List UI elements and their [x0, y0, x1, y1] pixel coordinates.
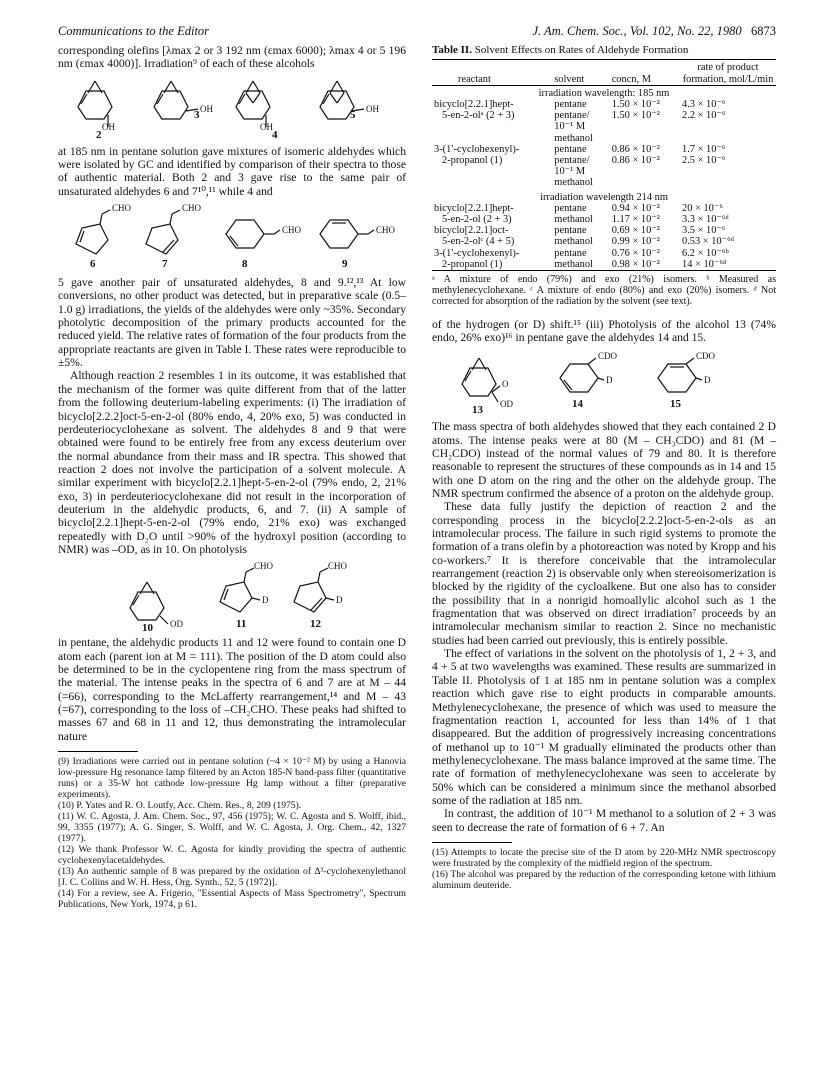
compound-label: 7 [162, 258, 168, 271]
table-cell [610, 177, 680, 188]
table-caption [432, 44, 776, 57]
aldehyde-structures [58, 202, 406, 272]
table-cell: methanol [554, 213, 593, 225]
figure-aldehydes-6-9 [58, 202, 406, 272]
table-row [432, 121, 776, 132]
table-cell: methanol [554, 258, 593, 270]
table-cell: bicyclo[2.2.1]hept- [434, 202, 514, 214]
footnote: (15) Attempts to locate the precise site of the D atom by 220-MHz NMR spectroscopy were frustrated by the complexity of the midfield region of the spectrum. [432, 846, 776, 869]
column-header: concn, M [611, 73, 651, 85]
table-section-label: irradiation wavelength: 185 nm [538, 87, 670, 99]
cho-label: CHO [182, 203, 202, 214]
cdo-label: CDO [696, 351, 716, 362]
paragraph: of the hydrogen (or D) shift.¹⁵ (iii) Photolysis of the alcohol 13 (74% endo, 26% exo)¹⁶ in pentane gave the aldehydes 14 and 15. [432, 317, 776, 344]
footnote-rule [432, 842, 512, 843]
table-cell: 2-propanol (1) [442, 258, 503, 270]
table-cell: bicyclo[2.2.1]hept- [434, 98, 514, 110]
paragraph: Although reaction 2 resembles 1 in its outcome, it was established that the mechanism of the former was quite different from that of the latter from the following deuterium-labeling experiments: (i) The irradiation of bicyclo[2.2.2]oct-5-en-2-ol (80% endo, 4, 20% exo, 5) was conducted in perdeuteriocyclohexane as solvent. The aldehydes 8 and 9 that were obtained were found to be entirely free from any excess deuterium over the normal abundance from their mass and IR spectra. This showed that reaction 2 does not involve the participation of a solvent molecule. A similar experiment with bicyclo[2.2.1]hept-5-en-2-ol (79% endo, 2, 21% exo, 3) in perdeuteriocyclohexane did not result in the incorporation of deuterium in the aldehydic products, 6, and 7. (ii) A sample of bicyclo[2.2.1]hept-5-en-2-ol (79% endo, 21% exo) was exchanged repeatedly with D₂O until >90% of the hydroxyl position (according to NMR) was –OD, as in 10. On photolysis [58, 369, 406, 556]
table-cell: 6.2 × 10⁻⁶ᵇ [682, 247, 729, 259]
table-cell: 3.5 × 10⁻⁶ [682, 225, 726, 237]
table-cell [680, 133, 776, 144]
table-cell: 0.76 × 10⁻² [611, 247, 660, 259]
compound-label: 8 [242, 258, 248, 271]
oh-label: OH [366, 103, 379, 114]
table-cell: 10⁻¹ M [554, 121, 586, 133]
footnote: (16) The alcohol was prepared by the reduction of the corresponding ketone with lithium aluminum deuteride. [432, 868, 776, 891]
table-cell: 5-en-2-olᵃ (2 + 3) [442, 110, 515, 122]
footnote: (13) An authentic sample of 8 was prepared by the oxidation of Δ³-cyclohexenylethanol [J. C. Collins and W. H. Hess, Org. Synth., 52, 5 (1972)]. [58, 866, 406, 889]
compound-label: 2 [96, 128, 102, 141]
table-row [432, 177, 776, 188]
table-cell: bicyclo[2.2.1]oct- [434, 225, 509, 237]
footnote: (11) W. C. Agosta, J. Am. Chem. Soc., 97, 456 (1975); W. C. Agosta and S. Wolff, ibid., 99, 3355 (1977); A. G. Singer, S. Wolff, and W. C. Agosta, J. Org. Chem., 42, 1327 (1977). [58, 811, 406, 845]
table-cell: 1.50 × 10⁻² [611, 98, 660, 110]
paragraph: In contrast, the addition of 10⁻¹ M methanol to a solution of 2 + 3 was seen to decrease the rate of formation of 6 + 7. An [432, 807, 776, 834]
table-cell [432, 121, 552, 132]
table-cell: 0.86 × 10⁻² [611, 143, 660, 155]
table-row [432, 203, 776, 214]
table-cell [680, 177, 776, 188]
table-cell: 5-en-2-olᶜ (4 + 5) [442, 236, 515, 248]
od-label: OD [170, 619, 183, 630]
paragraph: at 185 nm in pentane solution gave mixtures of isomeric aldehydes which were isolated by GC and identified by comparison of their spectra to those of authentic material. Both 2 and 3 gave rise to the same pair of unsaturated aldehydes 6 and 7¹⁰,¹¹ while 4 and [58, 144, 406, 198]
footnote-rule [58, 751, 138, 752]
compound-label: 3 [194, 108, 200, 121]
deuterated-structures [58, 560, 406, 632]
table-label: Table II. [432, 44, 472, 56]
table-cell: 1.7 × 10⁻⁶ [682, 143, 726, 155]
table-cell: 0.69 × 10⁻² [611, 225, 660, 237]
compound-label: 5 [350, 108, 356, 121]
figure-alcohols-2-5 [58, 75, 406, 141]
table-cell: 5-en-2-ol (2 + 3) [442, 213, 512, 225]
table-cell: methanol [554, 177, 593, 189]
table-cell [432, 133, 552, 144]
paragraph: corresponding olefins [λmax 2 or 3 192 nm (εmax 6000); λmax 4 or 5 196 nm (εmax 4000)]. Irradiation⁹ of each of these alcohols [58, 44, 406, 71]
table-cell [680, 121, 776, 132]
compound-label: 15 [670, 398, 681, 411]
figure-compounds-13-15 [432, 348, 776, 416]
column-header: solvent [554, 73, 585, 85]
footnote: (10) P. Yates and R. O. Loutfy, Acc. Chem. Res., 8, 209 (1975). [58, 800, 302, 812]
paragraph: 5 gave another pair of unsaturated aldehydes, 8 and 9.¹²,¹³ At low conversions, no other product was detected, but in preparative scale (0.5–1.0 g) irradiations, the yields of the aldehydes were only ~35%. Secondary photolytic decomposition of the primary products accounted for the reduced yield. The relative rates of formation of the four products from the appropriate reactants are given in Table I. These rates were reproducible to ±5%. [58, 276, 406, 370]
left-column [58, 44, 406, 910]
paragraph: The mass spectra of both aldehydes showed that they each contained 2 D atoms. The intense peaks were at 80 (M – CH₃CDO) and 81 (M – CH₂CDO) instead of the normal values of 79 and 80. It is therefore reasonable to represent the structures of these compounds as in 14 and 15 with one D atom on the ring and the other on the aldehyde group. The NMR spectrum confirmed the absence of a proton on the aldehyde group. [432, 420, 776, 501]
table-notes: ᵃ A mixture of endo (79%) and exo (21%) isomers. ᵇ Measured as methylenecyclohexane. ᶜ A mixture of endo (80%) and exo (20%) isomers. ᵈ Not corrected for absorption of the radiation by the solvent (see text). [432, 274, 776, 308]
journal-volume: Vol. 102, No. 22, 1980 [629, 24, 742, 38]
table-cell: 2.2 × 10⁻⁶ [682, 110, 726, 122]
compound-label: 14 [572, 398, 583, 411]
table-cell: methanol [554, 236, 593, 248]
table-cell [432, 166, 552, 177]
o-label: O [502, 379, 509, 390]
cho-label: CHO [254, 561, 274, 572]
table-row [432, 214, 776, 225]
table-cell: pentane/ [554, 110, 590, 122]
table-cell: 20 × 10⁻⁶ [682, 202, 723, 214]
table-section-label: irradiation wavelength 214 nm [540, 191, 668, 203]
column-header: rate of product formation, mol/L/min [682, 62, 774, 85]
table-cell: methanol [554, 132, 593, 144]
right-column [432, 44, 776, 891]
table-cell: pentane/ [554, 154, 590, 166]
table-row [432, 259, 776, 271]
paragraph: The effect of variations in the solvent on the photolysis of 1, 2 + 3, and 4 + 5 at two wavelengths was examined. These results are summarized in Table II. Photolysis of 1 at 185 nm in pentane solution was a complex reaction which gave rise to eight products in comparable amounts. Methylenecyclohexane, the presence of which was used to measure the fragmentation reaction 1, accounted for less than 14% of 1 that disappeared. But the addition of progressively increasing concentrations of methanol up to 10⁻¹ M gradually eliminated the products other than methylenecyclohexane. The mass balance improved at the same time. The rate of formation of methylenecyclohexane was seen to accelerate by 50% which can be considered a minimum since the methanol absorbed some of the radiation at 185 nm. [432, 647, 776, 807]
table-row [432, 155, 776, 166]
table-cell: 0.98 × 10⁻² [611, 258, 660, 270]
compound-label: 13 [472, 404, 483, 417]
cho-label: CHO [282, 225, 302, 236]
table-cell [680, 166, 776, 177]
cho-label: CHO [328, 561, 348, 572]
compound-label: 6 [90, 258, 96, 271]
compound-label: 4 [272, 128, 278, 141]
table-cell: 4.3 × 10⁻⁶ [682, 98, 726, 110]
od-label: OD [500, 399, 513, 410]
cdo-label: CDO [598, 351, 618, 362]
column-header: reactant [458, 73, 491, 85]
table-row [432, 99, 776, 110]
solvent-effects-table [432, 59, 776, 272]
table-cell: 2.5 × 10⁻⁶ [682, 154, 726, 166]
oh-label: OH [260, 121, 273, 132]
compound-label: 9 [342, 258, 348, 271]
table-cell [610, 166, 680, 177]
table-title: Solvent Effects on Rates of Aldehyde Formation [474, 44, 689, 56]
table-cell [432, 177, 552, 188]
table-cell: 10⁻¹ M [554, 166, 586, 178]
table-cell: 3-(1′-cyclohexenyl)- [434, 143, 520, 155]
compound-label: 10 [142, 622, 153, 635]
footnote: (12) We thank Professor W. C. Agosta for kindly providing the spectra of authentic cyclohexenylacetaldehydes. [58, 844, 406, 867]
page-number: 6873 [751, 24, 776, 38]
table-cell: 0.94 × 10⁻² [611, 202, 660, 214]
table-row [432, 133, 776, 144]
oh-label: OH [102, 121, 115, 132]
table-cell: 14 × 10⁻⁶ᵈ [682, 258, 727, 270]
table-cell: 1.50 × 10⁻² [611, 110, 660, 122]
d-label: D [704, 375, 711, 386]
table-row [432, 110, 776, 121]
table-cell: 0.99 × 10⁻² [611, 236, 660, 248]
table-cell [610, 133, 680, 144]
footnote: (14) For a review, see A. Frigerio, "Essential Aspects of Mass Spectrometry", Spectrum Publications, New York, 1974, p 61. [58, 888, 406, 911]
paragraph: in pentane, the aldehydic products 11 and 12 were found to contain one D atom each (parent ion at M = 111). The position of the D atom could also be determined to be in the cyclopentene ring from the mass spectrum of the material. The intense peaks in the spectra of 6 and 7 are at M – 44 (=66), corresponding to the McLafferty rearrangement,¹⁴ and M – 43 (=67), corresponding to the loss of –CH₂CHO. These peaks had shifted to masses 67 and 68 in 11 and 12, thus demonstrating the intramolecular nature [58, 636, 406, 743]
table-row [432, 248, 776, 259]
table-cell: 1.17 × 10⁻² [611, 213, 660, 225]
table-row [432, 166, 776, 177]
compound-label: 11 [236, 618, 247, 631]
table-cell: 0.86 × 10⁻² [611, 154, 660, 166]
table-cell: 0.53 × 10⁻⁶ᵈ [682, 236, 734, 248]
table-cell: 3.3 × 10⁻⁶ᵈ [682, 213, 729, 225]
running-header-left: Communications to the Editor [58, 24, 210, 38]
table-row [432, 236, 776, 247]
paragraph: These data fully justify the depiction of reaction 2 and the corresponding process in the bicyclo[2.2.2]oct-5-en-2-ols as an intramolecular process. The failure in such rigid systems to promote the formation of a trans olefin by a photoreaction was noted by Kropp and his co-workers.⁷ It is therefore conceivable that the intramolecular rearrangement (reaction 2) is observable only when stereoisomerization is blocked by the rigidity of the cycloalkene. But one also has to consider the possibility that in a nonrigid homoallylic alcohol such as 1 the fragmentation that was observed on direct irradiation⁷ proceeds by an intramolecular mechanism similar to reaction 2. Since no mechanistic studies had been carried out previously, this is entirely possible. [432, 500, 776, 647]
table-cell: pentane [554, 247, 587, 259]
journal-name: J. Am. Chem. Soc., [532, 24, 627, 38]
cho-label: CHO [112, 203, 132, 214]
table-row [432, 144, 776, 155]
table-cell: pentane [554, 202, 587, 214]
table-row [432, 225, 776, 236]
d-label: D [336, 595, 343, 606]
oh-label: OH [200, 103, 213, 114]
table-cell: pentane [554, 98, 587, 110]
d-label: D [262, 595, 269, 606]
table-cell [610, 121, 680, 132]
table-cell: pentane [554, 225, 587, 237]
running-header-right [532, 24, 776, 39]
footnote: (9) Irradiations were carried out in pentane solution (~4 × 10⁻² M) by using a Hanovia low-pressure Hg resonance lamp filtered by an Acton 185-N band-pass filter (quantitative runs) or a 35-W hot cathode low-pressure Hg lamp without a filter (preparative experiments). [58, 756, 406, 801]
table-cell: pentane [554, 143, 587, 155]
table-cell: 2-propanol (1) [442, 154, 503, 166]
compound-label: 12 [310, 618, 321, 631]
figure-deuterated-10-12 [58, 560, 406, 635]
table-cell: 3-(1′-cyclohexenyl)- [434, 247, 520, 259]
d-label: D [606, 375, 613, 386]
cho-label: CHO [376, 225, 396, 236]
